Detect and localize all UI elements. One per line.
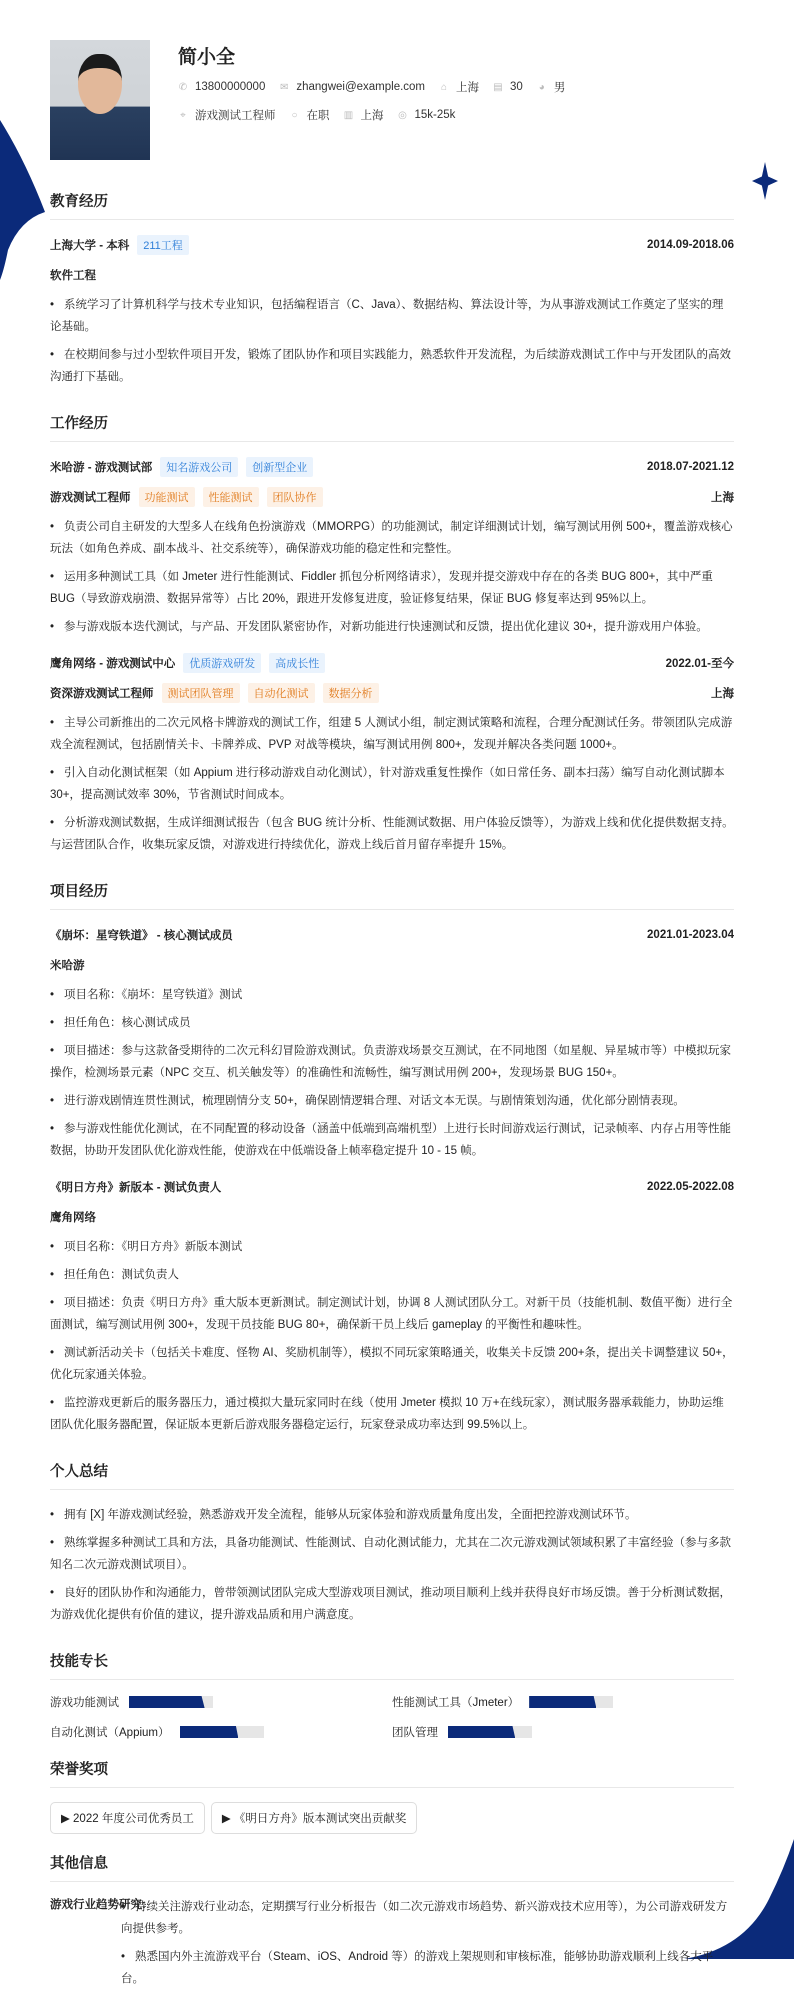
skill-tag: 性能测试 — [203, 487, 259, 507]
skill-tag: 功能测试 — [139, 487, 195, 507]
company: 鹰角网络 - 游戏测试中心 — [50, 658, 176, 670]
list-item: • 主导公司新推出的二次元风格卡牌游戏的测试工作，组建 5 人测试小组，制定测试策略和流程，合理分配测试任务。带领团队完成游戏全流程测试，包括剧情关卡、卡牌养成、PVP 对战等模块，编写测试用例 800+，发现并解决各类问题 1000+。 — [50, 712, 734, 756]
building-icon: ▥ — [343, 109, 354, 121]
project-company: 米哈游 — [50, 960, 85, 972]
status-icon: ○ — [291, 109, 298, 121]
city: 上海 — [711, 492, 734, 504]
date: 2014.09-2018.06 — [647, 239, 734, 251]
list-item: • 拥有 [X] 年游戏测试经验，熟悉游戏开发全流程，能够从玩家体验和游戏质量角度出发，全面把控游戏测试环节。 — [50, 1504, 734, 1526]
phone: 13800000000 — [195, 81, 266, 93]
skill-name: 自动化测试（Appium） — [50, 1727, 170, 1739]
skill-item — [50, 1694, 392, 1710]
list-item: • 监控游戏更新后的服务器压力，通过模拟大量玩家同时在线（使用 Jmeter 模拟 10 万+在线玩家），测试服务器承载能力，协助运维团队优化服务器配置，保证版本更新后游戏服务器稳定运行，玩家登录成功率达到 99.5%以上。 — [50, 1392, 734, 1436]
work-entry — [50, 456, 734, 638]
list-item: • 参与游戏性能优化测试，在不同配置的移动设备（涵盖中低端到高端机型）上进行长时间游戏运行测试，记录帧率、内存占用等性能数据，协助开发团队优化游戏性能，使游戏在中低端设备上帧率稳定提升 10 - 15 帧。 — [50, 1118, 734, 1162]
salary-icon: ◎ — [398, 109, 407, 121]
phone-icon: ✆ — [178, 81, 188, 93]
project-company: 鹰角网络 — [50, 1212, 96, 1224]
list-item: • 进行游戏剧情连贯性测试，梳理剧情分支 50+，确保剧情逻辑合理、对话文本无误。与剧情策划沟通，优化部分剧情表现。 — [50, 1090, 734, 1112]
skill-name: 性能测试工具（Jmeter） — [392, 1697, 520, 1709]
home-icon: ⌂ — [440, 81, 448, 93]
company-tag: 优质游戏研发 — [183, 653, 261, 673]
project-entry — [50, 1176, 734, 1436]
date: 2022.01-至今 — [665, 658, 734, 670]
location: 上海 — [456, 82, 480, 94]
education-section — [50, 190, 734, 388]
other-label: 游戏行业趋势研究: — [50, 1899, 146, 1911]
summary-section — [50, 1460, 734, 1626]
city: 上海 — [360, 110, 384, 122]
list-item: • 项目名称：《明日方舟》新版本测试 — [50, 1236, 734, 1258]
gender-icon: ◕ — [538, 81, 545, 93]
date: 2022.05-2022.08 — [647, 1181, 734, 1193]
skill-tag: 团队协作 — [267, 487, 323, 507]
section-title: 其他信息 — [50, 1852, 734, 1882]
age: 30 — [510, 81, 523, 93]
role: 资深游戏测试工程师 — [50, 688, 154, 700]
skill-bar-fill — [129, 1696, 205, 1708]
list-item: • 熟悉国内外主流游戏平台（Steam、iOS、Android 等）的游戏上架规则和审核标准，能够协助游戏顺利上线各大平台。 — [121, 1946, 734, 1990]
projects-section — [50, 880, 734, 1436]
list-item: • 项目描述：参与这款备受期待的二次元科幻冒险游戏测试。负责游戏场景交互测试，在不同地图（如星舰、异星城市等）中模拟玩家操作，检测场景元素（NPC 交互、机关触发等）的准确性和流畅性，编写测试用例 200+，发现场景 BUG 150+。 — [50, 1040, 734, 1084]
section-title: 个人总结 — [50, 1460, 734, 1490]
gender: 男 — [553, 82, 566, 94]
candidate-name: 简小全 — [178, 47, 236, 68]
list-item: • 担任角色：测试负责人 — [50, 1264, 734, 1286]
skill-tag: 自动化测试 — [248, 683, 315, 703]
project-entry — [50, 924, 734, 1162]
skill-bar-fill — [448, 1726, 515, 1738]
skill-bar — [529, 1696, 613, 1708]
award-badge: ▶ 《明日方舟》版本测试突出贡献奖 — [211, 1802, 418, 1834]
major: 软件工程 — [50, 270, 96, 282]
list-item: • 引入自动化测试框架（如 Appium 进行移动游戏自动化测试），针对游戏重复性操作（如日常任务、副本扫荡）编写自动化测试脚本 30+，提高测试效率 30%，节省测试时间成本。 — [50, 762, 734, 806]
status: 在职 — [306, 110, 330, 122]
profile-header — [50, 40, 734, 160]
email[interactable]: zhangwei@example.com — [296, 81, 426, 93]
city: 上海 — [711, 688, 734, 700]
mail-icon: ✉ — [280, 81, 289, 93]
awards-section — [50, 1758, 734, 1834]
list-item: • 测试新活动关卡（包括关卡难度、怪物 AI、奖励机制等），模拟不同玩家策略通关，收集关卡反馈 200+条，提出关卡调整建议 50+，优化玩家通关体验。 — [50, 1342, 734, 1386]
company-tag: 创新型企业 — [246, 457, 313, 477]
school: 上海大学 - 本科 — [50, 240, 130, 252]
other-section — [50, 1852, 734, 1996]
star-decoration-icon — [752, 162, 778, 200]
skill-item — [50, 1724, 392, 1740]
list-item: • 项目名称：《崩坏：星穹铁道》测试 — [50, 984, 734, 1006]
award-badge: ▶ 2022 年度公司优秀员工 — [50, 1802, 205, 1834]
work-section — [50, 412, 734, 856]
work-entry — [50, 652, 734, 856]
avatar-photo — [50, 40, 150, 160]
skill-bar — [180, 1726, 264, 1738]
list-item: • 在校期间参与过小型软件项目开发，锻炼了团队协作和项目实践能力，熟悉软件开发流程，为后续游戏测试工作中与开发团队的高效沟通打下基础。 — [50, 344, 734, 388]
resume — [50, 40, 734, 1996]
skill-tag: 数据分析 — [323, 683, 379, 703]
school-tag: 211工程 — [137, 235, 189, 255]
list-item: • 系统学习了计算机科学与技术专业知识，包括编程语言（C、Java）、数据结构、算法设计等，为从事游戏测试工作奠定了坚实的理论基础。 — [50, 294, 734, 338]
skill-bar — [448, 1726, 532, 1738]
section-title: 工作经历 — [50, 412, 734, 442]
date: 2021.01-2023.04 — [647, 929, 734, 941]
list-item: • 良好的团队协作和沟通能力，曾带领测试团队完成大型游戏项目测试，推动项目顺利上线并获得良好市场反馈。善于分析测试数据，为游戏优化提供有价值的建议，提升游戏品质和用户满意度。 — [50, 1582, 734, 1626]
list-item: • 熟练掌握多种测试工具和方法，具备功能测试、性能测试、自动化测试能力，尤其在二次元游戏测试领域积累了丰富经验（参与多款知名二次元游戏测试项目）。 — [50, 1532, 734, 1576]
skill-bar-fill — [180, 1726, 239, 1738]
list-item: • 运用多种测试工具（如 Jmeter 进行性能测试、Fiddler 抓包分析网络请求），发现并提交游戏中存在的各类 BUG 800+，其中严重 BUG（导致游戏崩溃、数据异常等）占比 20%，跟进开发修复进度，验证修复结果，保证 BUG 修复率达到 95%以上。 — [50, 566, 734, 610]
company: 米哈游 - 游戏测试部 — [50, 462, 153, 474]
position: 游戏测试工程师 — [195, 110, 276, 122]
project-name: 《明日方舟》新版本 - 测试负责人 — [50, 1182, 222, 1194]
date: 2018.07-2021.12 — [647, 461, 734, 473]
section-title: 荣誉奖项 — [50, 1758, 734, 1788]
company-tag: 知名游戏公司 — [160, 457, 238, 477]
project-name: 《崩坏：星穹铁道》 - 核心测试成员 — [50, 930, 233, 942]
skill-bar-fill — [529, 1696, 596, 1708]
salary: 15k-25k — [414, 109, 456, 121]
skill-name: 游戏功能测试 — [50, 1697, 119, 1709]
skill-name: 团队管理 — [392, 1727, 438, 1739]
list-item: • 担任角色：核心测试成员 — [50, 1012, 734, 1034]
list-item: • 负责公司自主研发的大型多人在线角色扮演游戏（MMORPG）的功能测试，制定详细测试计划，编写测试用例 500+，覆盖游戏核心玩法（如角色养成、副本战斗、社交系统等），确保游戏功能的稳定性和完整性。 — [50, 516, 734, 560]
section-title: 项目经历 — [50, 880, 734, 910]
company-tag: 高成长性 — [269, 653, 325, 673]
role: 游戏测试工程师 — [50, 492, 131, 504]
list-item: • 项目描述：负责《明日方舟》重大版本更新测试。制定测试计划，协调 8 人测试团队分工。对新干员（技能机制、数值平衡）进行全面测试，编写测试用例 300+，发现干员技能 BUG 80+，确保新干员上线后 gameplay 的平衡性和趣味性。 — [50, 1292, 734, 1336]
skill-item — [392, 1694, 734, 1710]
decorative-arc-left — [0, 120, 50, 320]
section-title: 教育经历 — [50, 190, 734, 220]
skill-bar — [129, 1696, 213, 1708]
list-item: • 分析游戏测试数据，生成详细测试报告（包含 BUG 统计分析、性能测试数据、用户体验反馈等），为游戏上线和优化提供数据支持。与运营团队合作，收集玩家反馈，对游戏进行持续优化，游戏上线后首月留存率提升 15%。 — [50, 812, 734, 856]
list-item: • 持续关注游戏行业动态，定期撰写行业分析报告（如二次元游戏市场趋势、新兴游戏技术应用等），为公司游戏研发方向提供参考。 — [121, 1896, 734, 1940]
section-title: 技能专长 — [50, 1650, 734, 1680]
skills-section — [50, 1650, 734, 1740]
target-position-icon: ⌖ — [180, 109, 186, 121]
list-item: • 参与游戏版本迭代测试，与产品、开发团队紧密协作，对新功能进行快速测试和反馈，提出优化建议 30+，提升游戏用户体验。 — [50, 616, 734, 638]
cake-icon: ▤ — [493, 81, 503, 93]
skill-tag: 测试团队管理 — [162, 683, 240, 703]
skill-item — [392, 1724, 734, 1740]
